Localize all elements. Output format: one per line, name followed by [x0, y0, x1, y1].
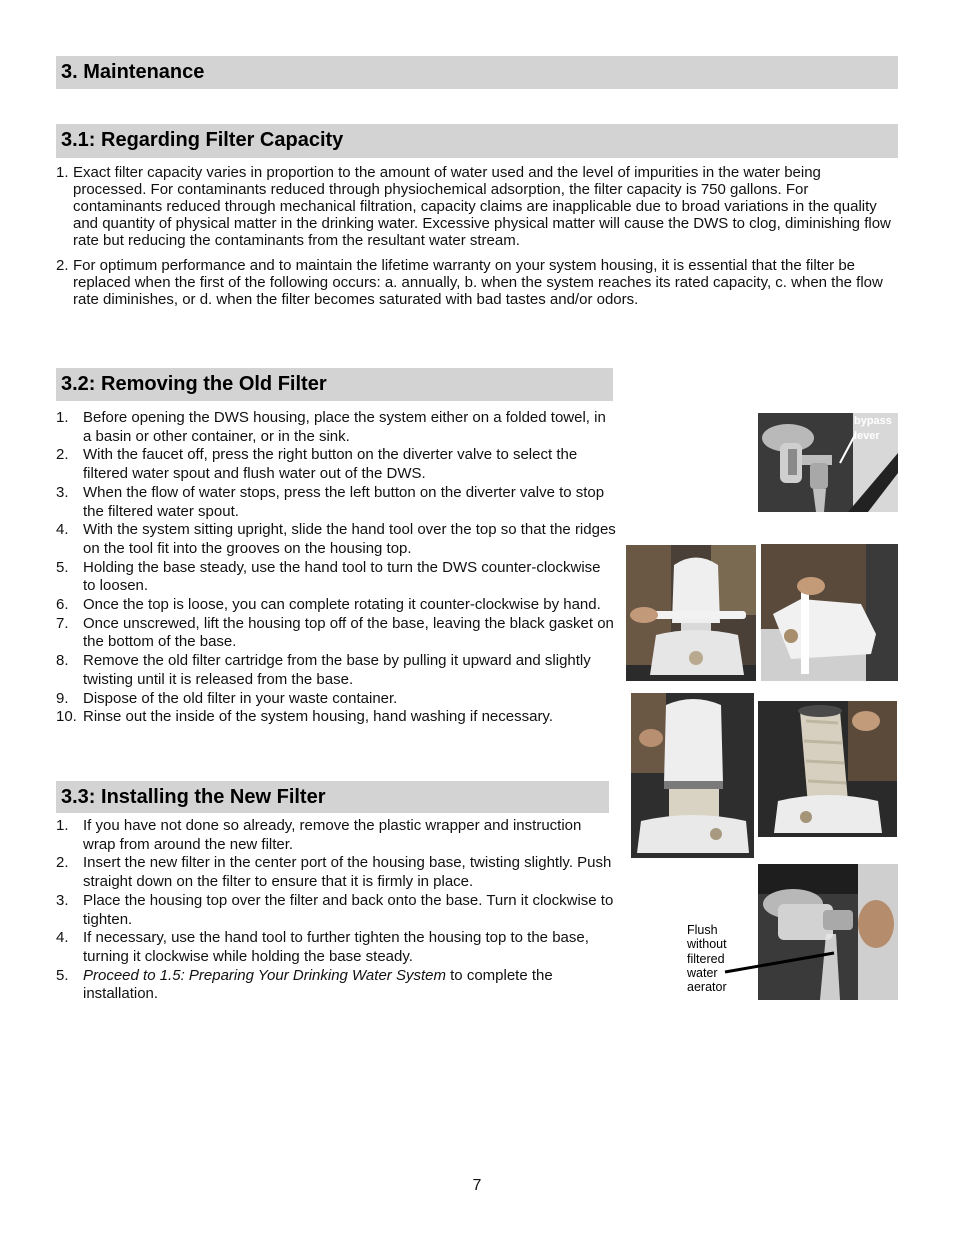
item-number: 1.: [56, 164, 69, 181]
removing-steps-list: [56, 409, 616, 727]
list-item: [56, 521, 616, 558]
list-item: [56, 690, 616, 709]
page-number: 7: [472, 1177, 482, 1194]
list-item: [56, 596, 616, 615]
item-number: 1.: [56, 817, 69, 834]
item-text: For optimum performance and to maintain the lifetime warranty on your system housing, it is essential that the filter be replaced when the first of the following occurs: a. annually, b. when the system reaches its rated capacity, c. when the flow rate diminishes, or d. when the filter becomes saturated with bad tastes and/or odors.: [73, 257, 883, 308]
list-item: [56, 559, 616, 596]
housing-tool-image: [626, 545, 756, 681]
list-item: [56, 484, 616, 521]
photo-housing-lifted: [631, 693, 754, 858]
section-title: 3.2: Removing the Old Filter: [61, 373, 327, 395]
item-text: Once unscrewed, lift the housing top off of the base, leaving the black gasket on the bottom of the base.: [83, 614, 614, 651]
list-item: [56, 164, 898, 249]
item-number: 10.: [56, 708, 77, 726]
list-item: [56, 967, 616, 1004]
item-number: 7.: [56, 614, 69, 632]
capacity-list: [56, 164, 898, 308]
bypass-label: bypass lever: [854, 415, 892, 442]
item-text: With the faucet off, press the right button on the diverter valve to select the filtered water spout and flush water out of the DWS.: [83, 446, 578, 483]
item-text: Before opening the DWS housing, place the system either on a folded towel, in a basin or other container, or in the sink.: [83, 409, 606, 445]
cross-reference-link: Proceed to 1.5: Preparing Your Drinking Water System: [83, 966, 446, 984]
item-number: 2.: [56, 446, 69, 464]
item-number: 2.: [56, 854, 69, 872]
section-header-maintenance: [56, 56, 898, 89]
list-item: [56, 854, 616, 891]
list-item: [56, 817, 616, 854]
section-title: 3.1: Regarding Filter Capacity: [61, 129, 344, 151]
section-header-capacity: [56, 124, 898, 158]
item-text: Exact filter capacity varies in proportion to the amount of water used and the level of impurities in the water being processed. For contaminants reduced through physiochemical adsorption, the filter capacity is 750 gallons. For contaminants reduced through mechanical filtration, capacity claims are inapplicable due to broad variations in the quality and quantity of physical matter in the drinking water. Excessive physical matter will cause the DWS to clog, diminishing flow rate but reducing the contaminants from the resultant water stream.: [73, 164, 891, 249]
installing-steps-list: [56, 817, 616, 1004]
section-title: 3.3: Installing the New Filter: [61, 786, 326, 808]
list-item: [56, 929, 616, 966]
item-number: 9.: [56, 689, 69, 707]
item-number: 8.: [56, 652, 69, 670]
item-text: Dispose of the old filter in your waste container.: [83, 689, 398, 707]
item-number: 3.: [56, 483, 69, 501]
item-text: Insert the new filter in the center port of the housing base, twisting slightly. Push straight down on the filter to ensure that it is firmly in place.: [83, 854, 612, 891]
list-item: [56, 615, 616, 652]
photo-bypass-lever: [758, 413, 898, 512]
section-header-removing: [56, 368, 613, 401]
photo-hand-tool-on-housing: [626, 545, 756, 681]
item-text: Holding the base steady, use the hand tool to turn the DWS counter-clockwise to loosen.: [83, 558, 601, 595]
item-text: If you have not done so already, remove the plastic wrapper and instruction wrap from around the new filter.: [83, 817, 582, 853]
item-number: 5.: [56, 966, 69, 984]
item-number: 5.: [56, 558, 69, 576]
item-number: 3.: [56, 891, 69, 909]
photo-filter-cartridge: [758, 701, 897, 837]
list-item: [56, 446, 616, 483]
item-text: to complete the installation.: [83, 966, 553, 1003]
list-item: [56, 652, 616, 689]
item-number: 6.: [56, 596, 69, 614]
item-number: 1.: [56, 409, 69, 426]
item-text: Place the housing top over the filter and back onto the base. Turn it clockwise to tighten.: [83, 891, 614, 928]
item-text: Once the top is loose, you can complete rotating it counter-clockwise by hand.: [83, 596, 601, 614]
item-number: 2.: [56, 257, 69, 274]
caption-pointer-line: [722, 950, 842, 980]
list-item: [56, 708, 616, 727]
item-text: If necessary, use the hand tool to further tighten the housing top to the base, turning it clockwise while holding the base steady.: [83, 929, 589, 965]
housing-lifted-image: [631, 693, 754, 858]
filter-cartridge-image: [758, 701, 897, 837]
item-number: 4.: [56, 929, 69, 947]
item-number: 4.: [56, 521, 69, 539]
list-item: [56, 892, 616, 929]
photo-lifting-housing: [761, 544, 898, 681]
item-text: With the system sitting upright, slide the hand tool over the top so that the ridges on the tool fit into the grooves on the housing top.: [83, 521, 616, 557]
list-item: [56, 257, 898, 308]
flush-caption: Flush without filtered water aerator: [687, 923, 727, 995]
section-title: 3. Maintenance: [61, 61, 205, 83]
item-text: Rinse out the inside of the system housing, hand washing if necessary.: [83, 708, 553, 726]
lifting-housing-image: [761, 544, 898, 681]
item-text: When the flow of water stops, press the left button on the diverter valve to stop the filtered water spout.: [83, 483, 605, 520]
item-text: Remove the old filter cartridge from the base by pulling it upward and slightly twisting until it is released from the base.: [83, 652, 591, 688]
list-item: [56, 409, 616, 446]
section-header-installing: [56, 781, 609, 813]
